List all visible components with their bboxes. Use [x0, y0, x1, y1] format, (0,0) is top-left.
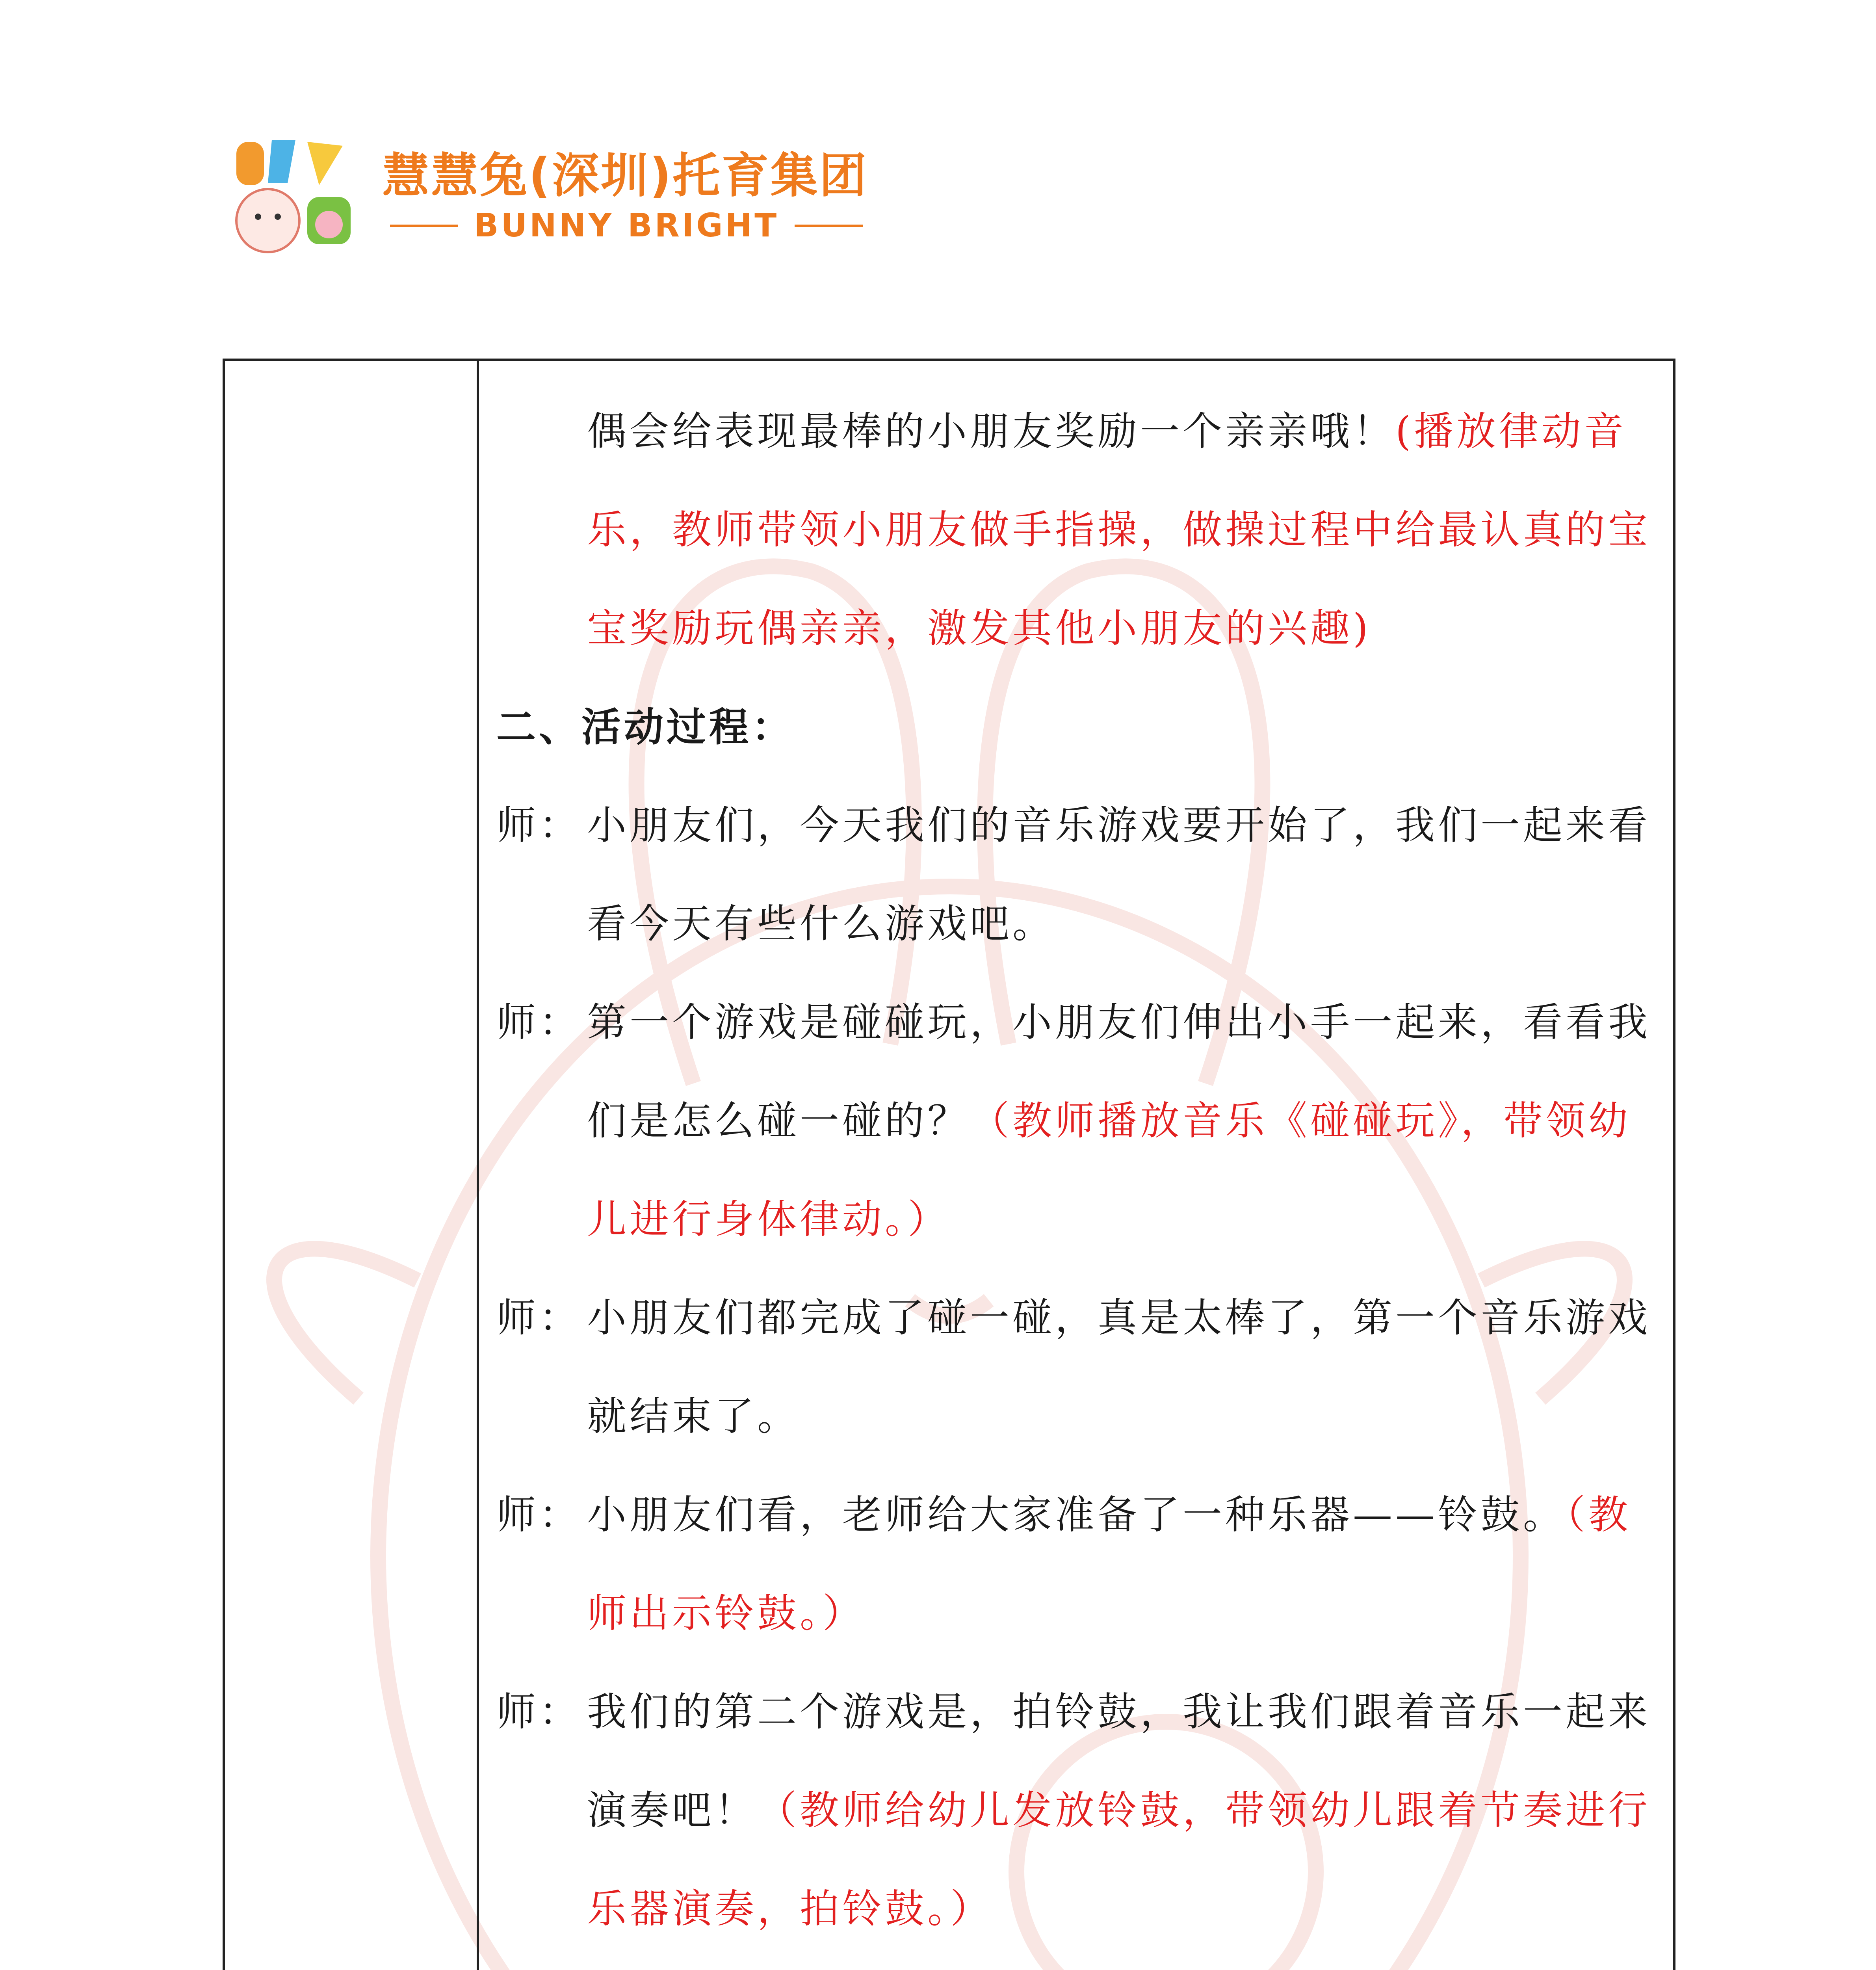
speaker-label: 师：: [496, 999, 581, 1045]
dialogue-text: 第一个游戏是碰碰玩，小朋友们伸出小手一起来，看看我们是怎么碰一碰的？: [587, 999, 1651, 1144]
dialogue-text: 小朋友们都完成了碰一碰，真是太棒了，第一个音乐游戏就结束了。: [587, 1295, 1651, 1439]
dialogue-text: 我们的第二个游戏是，拍铃鼓，我让我们跟着音乐一起来演奏吧！: [587, 1689, 1651, 1833]
dialogue-note: （教师给幼儿发放铃鼓，带领幼儿跟着节奏进行乐器演奏，拍铃鼓。）: [587, 1787, 1651, 1932]
divider: [795, 225, 863, 227]
table-column-divider: [477, 359, 479, 1970]
speaker-label: [496, 1958, 587, 1970]
brand-title: 慧慧兔(深圳)托育集团: [382, 149, 868, 203]
speaker-label: 师：: [496, 1492, 581, 1538]
table-content-cell: [496, 382, 1662, 1970]
bunny-logo-icon: [232, 134, 362, 256]
intro-note: (播放律动音乐，教师带领小朋友做手指操，做操过程中给最认真的宝宝奖励玩偶亲亲，激发其他小朋友的兴趣): [587, 408, 1651, 651]
dialogue-paragraph: [496, 1269, 1662, 1466]
dialogue-note: （教师出示铃鼓。）: [587, 1492, 1631, 1636]
speaker-label: 师：: [496, 802, 581, 848]
dialogue-text: 小朋友们看，老师给大家准备了一种乐器——铃鼓。: [587, 1492, 1566, 1538]
section-heading: 二、活动过程：: [496, 704, 794, 750]
dialogue-paragraph: [496, 1663, 1662, 1958]
dialogue-paragraph: [496, 1958, 1662, 1970]
header-logo: [232, 130, 902, 260]
dialogue-paragraph: [496, 776, 1662, 973]
brand-subtitle: BUNNY BRIGHT: [474, 207, 779, 244]
intro-paragraph: [496, 382, 1662, 678]
speaker-label: 师：: [496, 1295, 581, 1341]
speaker-label: 师：: [496, 1689, 581, 1735]
divider: [390, 225, 458, 227]
dialogue-text: 小朋友们，今天我们的音乐游戏要开始了，我们一起来看看今天有些什么游戏吧。: [587, 802, 1651, 947]
brand-subtitle-row: [390, 207, 863, 244]
dialogue-note: （教师播放音乐《碰碰玩》，带领幼儿进行身体律动。）: [587, 1098, 1631, 1242]
dialogue-paragraph: [496, 1466, 1662, 1663]
intro-text: 偶会给表现最棒的小朋友奖励一个亲亲哦！: [587, 408, 1395, 454]
dialogue-paragraph: [496, 973, 1662, 1269]
